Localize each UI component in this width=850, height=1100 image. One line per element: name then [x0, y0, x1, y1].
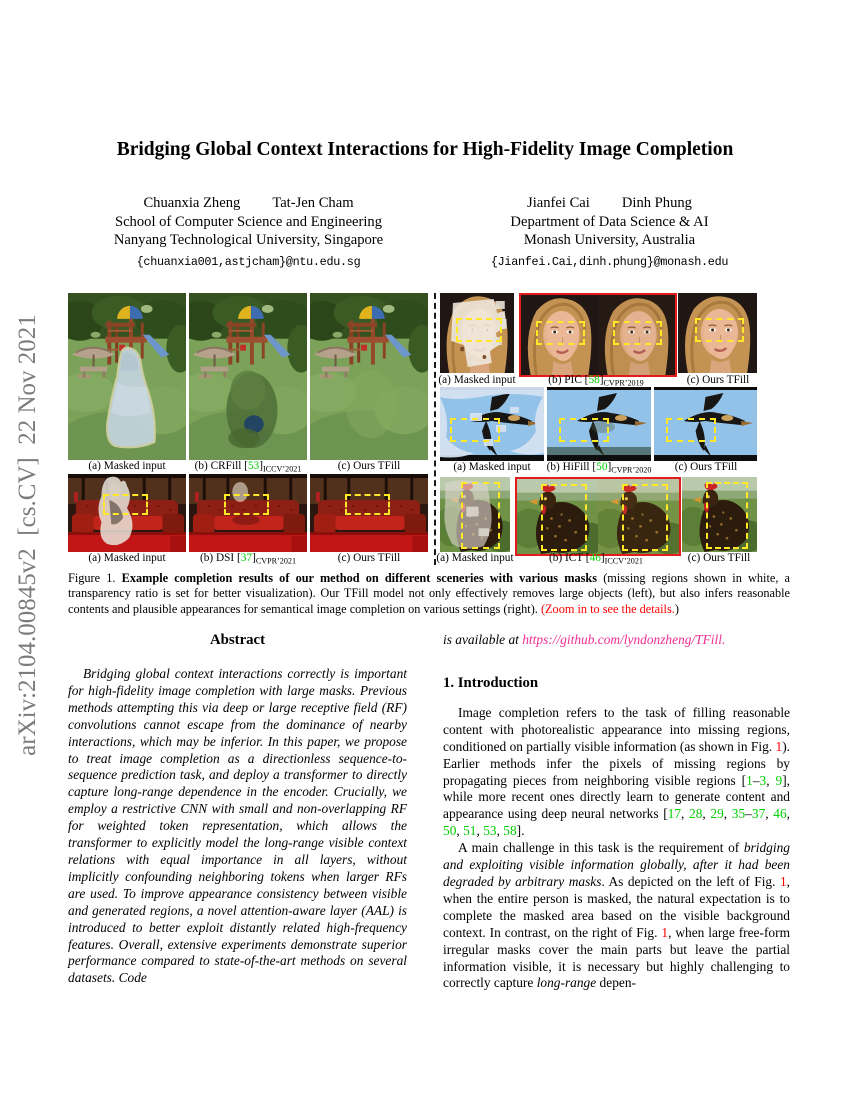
- figref-1[interactable]: 1: [779, 873, 787, 889]
- text-segment: ,: [766, 772, 776, 788]
- abstract-heading: Abstract: [209, 632, 266, 648]
- column-left: [68, 632, 407, 987]
- cite-9[interactable]: 9: [775, 772, 783, 788]
- text-segment: , when the entire person is masked, the natural expectation is to complete the masked area based on the visible background context. In contrast, on the right of Fig.: [443, 873, 790, 940]
- column-right: [443, 632, 790, 992]
- photo-bird-ours: [654, 387, 757, 461]
- text-segment: long-range: [536, 975, 597, 991]
- text-segment: ): [674, 601, 679, 616]
- text-segment: (a) Masked input: [436, 552, 514, 564]
- photo-face-ours: [678, 293, 757, 373]
- cite-46[interactable]: 46: [773, 806, 787, 822]
- text-segment: Example completion results of our method on different sceneries with various masks: [121, 571, 598, 585]
- author-block-row: [68, 194, 790, 271]
- photo-sofa-ours: [310, 474, 428, 552]
- cite-28[interactable]: 28: [689, 806, 703, 822]
- photo-face-pic-1: [521, 295, 598, 375]
- text-segment: –: [745, 806, 752, 822]
- text-segment: CVPR’2019: [603, 378, 644, 388]
- text-segment: ], while more recent ones directly learn to generate content and appearance using deep neural networks [: [443, 772, 790, 822]
- text-segment: (a) Masked input: [88, 460, 166, 472]
- text-segment: ,: [723, 806, 732, 822]
- author-name: Tat-Jen Cham: [272, 195, 354, 211]
- panel-caption: [638, 374, 798, 386]
- text-segment: ,: [476, 823, 484, 839]
- affiliation-line: School of Computer Science and Engineering: [114, 213, 383, 230]
- text-segment: ,: [496, 823, 504, 839]
- photo-bird-hifill: [547, 387, 651, 461]
- photo-bird-masked-input: [440, 387, 544, 461]
- text-segment: (b) CRFill [: [194, 460, 248, 472]
- code-availability-line: [443, 632, 790, 649]
- affiliation-line: Monash University, Australia: [523, 232, 696, 249]
- photo-face-pic-2: [598, 295, 675, 375]
- cite-37[interactable]: 37: [751, 806, 766, 822]
- cite-17[interactable]: 17: [667, 806, 682, 822]
- text-segment: ]: [600, 552, 605, 564]
- figref-1[interactable]: 1: [775, 738, 783, 754]
- text-segment: A main challenge in this task is the requirement of: [458, 840, 744, 856]
- text-segment: ]: [259, 460, 264, 472]
- text-segment: ICCV’2021: [604, 556, 643, 566]
- cite-50[interactable]: 50: [443, 823, 457, 839]
- cite-51[interactable]: 51: [463, 823, 477, 839]
- text-segment: (a) Masked input: [453, 461, 531, 473]
- photo-face-masked-input: [440, 293, 514, 373]
- text-segment: (a) Masked input: [88, 552, 166, 564]
- text-segment: ,: [702, 806, 711, 822]
- text-segment: . As depicted on the left of Fig.: [601, 873, 780, 889]
- figure-1: [68, 293, 758, 565]
- photo-playground-masked-input: [68, 293, 186, 460]
- affiliation-line: Department of Data Science & AI: [510, 213, 709, 230]
- author-name: Jianfei Cai: [527, 195, 590, 211]
- photo-chicken-ours: [682, 477, 757, 552]
- text-segment: (a) Masked input: [438, 374, 516, 386]
- text-segment: (c) Ours TFill: [337, 552, 401, 564]
- github-link[interactable]: https://github.com/lyndonzheng/TFill.: [522, 632, 726, 647]
- cite-46[interactable]: 46: [589, 552, 601, 564]
- text-segment: Figure 1.: [68, 571, 122, 585]
- author-block-right: [429, 194, 790, 271]
- photo-chicken-masked-input: [440, 477, 510, 552]
- text-segment: (c) Ours TFill: [687, 552, 751, 564]
- affiliation-line: Nanyang Technological University, Singapore: [113, 232, 384, 249]
- text-segment: (b) ICT [: [548, 552, 590, 564]
- text-segment: (c) Ours TFill: [686, 374, 750, 386]
- text-segment: ,: [786, 806, 790, 822]
- figure-divider: [434, 293, 436, 565]
- text-segment: (c) Ours TFill: [674, 461, 738, 473]
- text-segment: is available at: [443, 632, 523, 647]
- text-segment: (b) PIC [: [548, 374, 589, 386]
- author-name: Chuanxia Zheng: [143, 195, 241, 211]
- text-segment: ). Earlier methods infer the pixels of missing regions by propagating pieces from neighboring visible regions [: [443, 738, 791, 788]
- cite-58[interactable]: 58: [503, 823, 517, 839]
- cite-50[interactable]: 50: [596, 461, 608, 473]
- text-segment: depen-: [596, 975, 636, 991]
- figref-1[interactable]: 1: [661, 924, 669, 940]
- text-segment: Image completion refers to the task of filling reasonable content with photorealistic appearance into missing regions, conditioned on partially visible information (as shown in Fig.: [443, 704, 790, 754]
- arxiv-watermark: arXiv:2104.00845v2 [cs.CV] 22 Nov 2021: [14, 314, 41, 756]
- photo-playground-crfill: [189, 293, 307, 460]
- text-segment: ICCV’2021: [263, 464, 302, 474]
- abstract-text: Bridging global context interactions correctly is important for high-fidelity image completion with large masks. Previous methods attempting this via deep or large receptive field (RF) convolutions cannot escape from the dominance of nearby interactions, which may be inferior. In this paper, we propose to treat image completion as a directionless sequence-to-sequence prediction task, and deploy a transformer to directly capture long-range dependence in the encoder. Crucially, we employ a restrictive CNN with small and non-overlapping RF for weighted token representation, which allows the transformer to explicitly model the long-range visible context relations with equal importance in all layers, without implicitly confounding neighboring tokens when larger RFs are used. To improve appearance consistency between visible and generated regions, a novel attention-aware layer (AAL) is introduced to better exploit distantly related high-frequency features. Overall, extensive experiments demonstrate superior performance compared to state-of-the-art methods on several datasets. Code: [68, 666, 407, 986]
- text-segment: ,: [681, 806, 690, 822]
- photo-chicken-ict-2: [598, 479, 679, 554]
- text-segment: (Zoom in to see the details.: [540, 601, 675, 616]
- text-segment: ]: [599, 374, 604, 386]
- text-segment: bridging and exploiting visible information globally, after it had been degraded by arbitrary masks: [443, 840, 790, 889]
- cite-1[interactable]: 1: [746, 772, 753, 788]
- author-name: Dinh Phung: [621, 195, 692, 211]
- panel-caption: [639, 552, 799, 564]
- photo-chicken-ict-1: [517, 479, 598, 554]
- cite-58[interactable]: 58: [588, 374, 600, 386]
- text-segment: ]: [607, 461, 612, 473]
- figure-caption: [68, 571, 790, 617]
- author-names: [429, 194, 790, 213]
- text-segment: ,: [765, 806, 774, 822]
- text-segment: , when large free-form irregular masks cover the main parts but leave the partial information visible, it is necessary but highly challenging to correctly capture: [443, 924, 790, 991]
- paper-title: Bridging Global Context Interactions for High-Fidelity Image Completion: [116, 139, 734, 160]
- cite-37[interactable]: 37: [240, 552, 253, 564]
- author-block-left: [68, 194, 429, 271]
- author-email: {Jianfei.Cai,dinh.phung}@monash.edu: [490, 254, 729, 269]
- photo-face-pic-pair: [519, 293, 677, 377]
- text-segment: ,: [456, 823, 464, 839]
- text-segment: ]: [252, 552, 256, 564]
- text-segment: CVPR’2020: [611, 465, 652, 475]
- text-segment: ].: [516, 823, 525, 839]
- cite-53[interactable]: 53: [247, 460, 260, 472]
- text-segment: (b) DSI [: [199, 552, 241, 564]
- text-segment: (c) Ours TFill: [337, 460, 401, 472]
- photo-sofa-masked-input: [68, 474, 186, 552]
- cite-35[interactable]: 35: [731, 806, 746, 822]
- intro-paragraph-1: [443, 705, 790, 840]
- intro-paragraph-2: [443, 840, 790, 992]
- text-segment: CVPR’2021: [255, 556, 297, 566]
- panel-caption: [626, 461, 786, 473]
- author-email: {chuanxia001,astjcham}@ntu.edu.sg: [136, 254, 361, 269]
- cite-53[interactable]: 53: [483, 823, 497, 839]
- introduction-heading: 1. Introduction: [443, 674, 539, 691]
- text-segment: (missing regions shown in white, a transparency ratio is set for better visualization). Our TFill model not only effectively removes large objects (left), but also infers reasonable contents and plausible appearances for semantical image completion on various settings (right).: [68, 571, 790, 616]
- text-segment: (b) HiFill [: [546, 461, 597, 473]
- photo-chicken-ict-pair: [515, 477, 681, 556]
- author-names: [68, 194, 429, 213]
- cite-29[interactable]: 29: [710, 806, 724, 822]
- text-segment: –: [752, 772, 760, 788]
- cite-3[interactable]: 3: [759, 772, 767, 788]
- photo-sofa-dsi: [189, 474, 307, 552]
